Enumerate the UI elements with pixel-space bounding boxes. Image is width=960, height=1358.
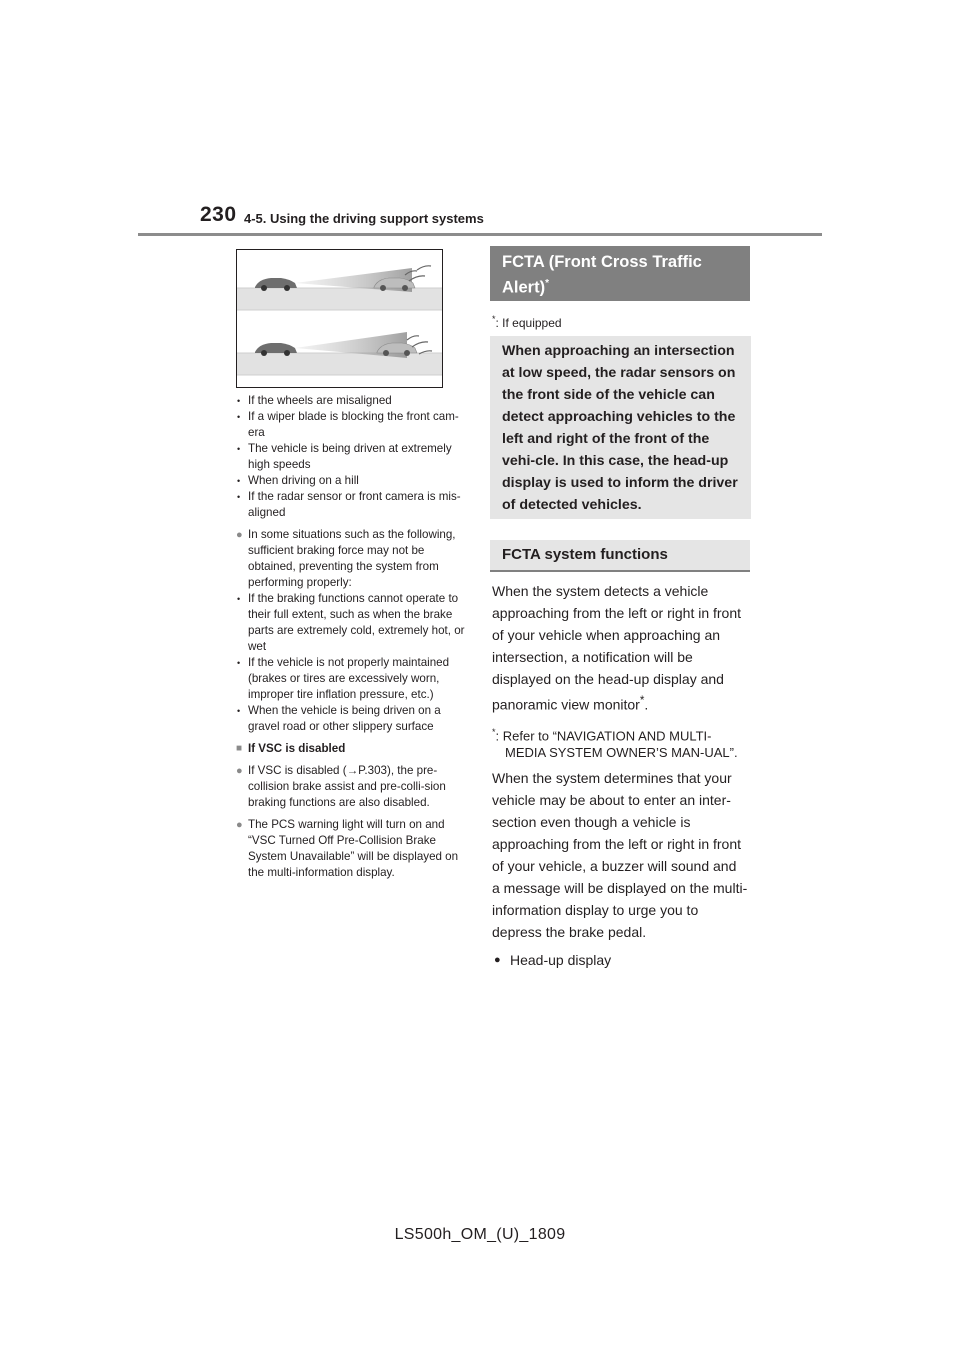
- fcta-heading-text: FCTA (Front Cross Traffic Alert): [502, 253, 702, 297]
- detection-paragraph: [492, 580, 748, 716]
- right-column-text: [492, 580, 748, 971]
- radar-detection-illustration: [236, 249, 443, 388]
- page-number: 230: [200, 203, 237, 226]
- condition-item: • If a wiper blade is blocking the front cam-era: [236, 409, 468, 441]
- equipped-asterisk: *: [492, 314, 496, 324]
- monitor-asterisk: *: [639, 694, 645, 707]
- braking-condition-item: • When the vehicle is being driven on a gravel road or other slippery surface: [236, 703, 468, 735]
- equipped-footnote: [492, 314, 562, 330]
- buzzer-paragraph: When the system determines that your vehicle may be about to enter an inter-section even though a vehicle is approaching from the left or right in front of your vehicle, a buzzer will sound and a message will be displayed on the multi-information display to urge you to depress the brake pedal.: [492, 769, 748, 940]
- vsc-heading: ■ If VSC is disabled: [236, 741, 468, 757]
- equipped-text: : If equipped: [495, 316, 562, 330]
- braking-note: ● In some situations such as the following, sufficient braking force may not be obtained, preventing the system from performing properly:: [236, 527, 468, 591]
- refer-asterisk: *: [492, 726, 496, 737]
- braking-condition-item: • If the vehicle is not properly maintained (brakes or tires are excessively worn, improper tire inflation pressure, etc.): [236, 655, 468, 703]
- condition-item: • When driving on a hill: [236, 473, 468, 489]
- refer-text: : Refer to “NAVIGATION AND MULTI-MEDIA SYSTEM OWNER’S MAN-UAL”.: [495, 727, 738, 760]
- fcta-asterisk: *: [545, 278, 549, 289]
- braking-condition-item: • If the braking functions cannot operate to their full extent, such as when the brake parts are extremely cold, extremely hot, or wet: [236, 591, 468, 655]
- condition-item: • If the wheels are misaligned: [236, 393, 468, 409]
- pcs-warning-note: ● The PCS warning light will turn on and “VSC Turned Off Pre-Collision Brake System Unavailable” will be displayed on the multi-information display.: [236, 817, 468, 881]
- refer-footnote: [492, 724, 748, 761]
- left-column-text: [236, 393, 468, 881]
- radar-illustration-svg: [237, 250, 442, 387]
- vsc-note: ● If VSC is disabled (→P.303), the pre-collision brake assist and pre-colli-sion braking functions are also disabled.: [236, 763, 468, 811]
- fcta-functions-heading: FCTA system functions: [490, 540, 750, 572]
- manual-code-footer: LS500h_OM_(U)_1809: [394, 1226, 566, 1243]
- paragraph-period: .: [644, 696, 649, 713]
- detection-paragraph-text: When the system detects a vehicle approaching from the left or right in front of your vehicle when approaching an intersection, a notification will be displayed on the head-up display and panoramic view monitor: [492, 583, 742, 713]
- fcta-heading: [490, 246, 750, 301]
- fcta-intro-box: When approaching an intersection at low speed, the radar sensors on the front side of the vehicle can detect approaching vehicles to the left and right of the front of the vehi-cle. In this case, the head-up display is used to inform the driver of detected vehicles.: [490, 336, 751, 519]
- condition-item: • If the radar sensor or front camera is mis-aligned: [236, 489, 468, 521]
- header-divider: [138, 233, 822, 236]
- section-title: 4-5. Using the driving support systems: [244, 211, 484, 226]
- head-up-display-item: ● Head-up display: [492, 949, 748, 971]
- condition-item: • The vehicle is being driven at extremely high speeds: [236, 441, 468, 473]
